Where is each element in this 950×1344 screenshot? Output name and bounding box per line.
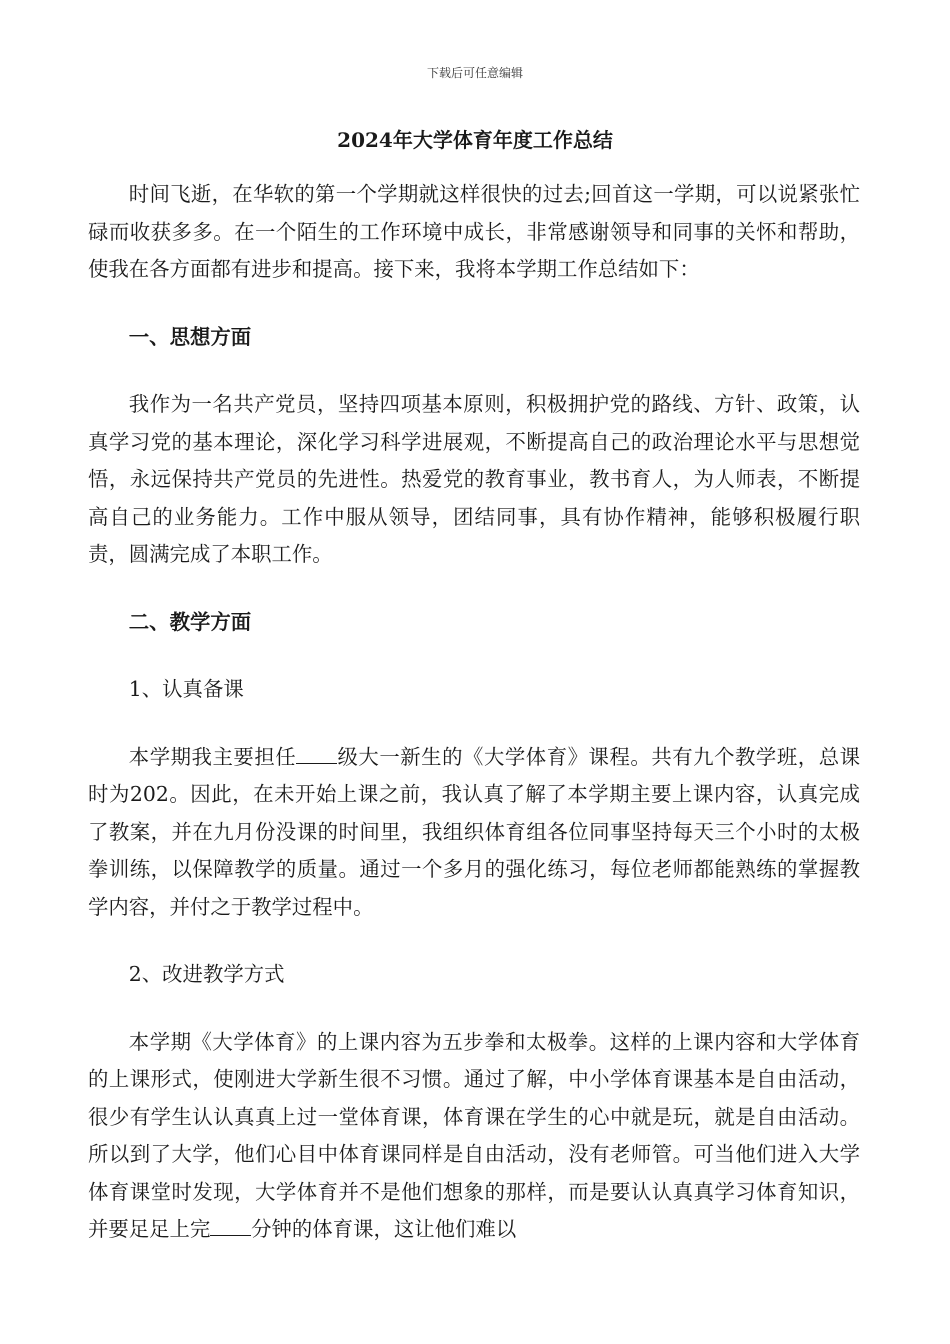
intro-paragraph: 时间飞逝，在华软的第一个学期就这样很快的过去;回首这一学期，可以说紧张忙碌而收获多多。在一个陌生的工作环境中成长，非常感谢领导和同事的关怀和帮助，使我在各方面都有进步和提高。接下来，我将本学期工作总结如下： — [88, 182, 860, 281]
teaching-method-paragraph — [88, 1024, 860, 1249]
preparation-text-before: 本学期我主要担任 — [128, 744, 297, 769]
document-body — [88, 176, 860, 1249]
fill-in-blank — [210, 1217, 251, 1236]
subheading-teaching-method: 2、改进教学方式 — [128, 962, 285, 986]
page-header: 下载后可任意编辑 — [426, 66, 523, 80]
teaching-method-text-before: 本学期《大学体育》的上课内容为五步拳和太极拳。这样的上课内容和大学体育的上课形式，使刚进大学新生很不习惯。通过了解，中小学体育课基本是自由活动，很少有学生认认真真上过一堂体育课，体育课在学生的心中就是玩，就是自由活动。所以到了大学，他们心目中体育课同样是自由活动，没有老师管。可当他们进入大学体育课堂时发现，大学体育并不是他们想象的那样，而是要认认真真学习体育知识，并要足足上完 — [88, 1029, 860, 1241]
fill-in-blank — [296, 744, 337, 763]
section-heading-teaching: 二、教学方面 — [128, 609, 252, 634]
section-thought-paragraph: 我作为一名共产党员，坚持四项基本原则，积极拥护党的路线、方针、政策，认真学习党的基本理论，深化学习科学进展观，不断提高自己的政治理论水平与思想觉悟，永远保持共产党员的先进性。热爱党的教育事业，教书育人，为人师表，不断提高自己的业务能力。工作中服从领导，团结同事，具有协作精神，能够积极履行职责，圆满完成了本职工作。 — [88, 392, 860, 566]
preparation-paragraph — [88, 739, 860, 927]
teaching-method-text-after: 分钟的体育课，这让他们难以 — [251, 1217, 517, 1241]
subheading-preparation: 1、认真备课 — [128, 677, 244, 701]
document-title: 2024年大学体育年度工作总结 — [337, 128, 613, 152]
preparation-text-after: 级大一新生的《大学体育》课程。共有九个教学班，总课时为202。因此，在未开始上课之前，我认真了解了本学期主要上课内容，认真完成了教案，并在九月份没课的时间里，我组织体育组各位同事坚持每天三个小时的太极拳训练，以保障教学的质量。通过一个多月的强化练习，每位老师都能熟练的掌握教学内容，并付之于教学过程中。 — [88, 744, 861, 919]
section-heading-thought: 一、思想方面 — [128, 324, 252, 349]
